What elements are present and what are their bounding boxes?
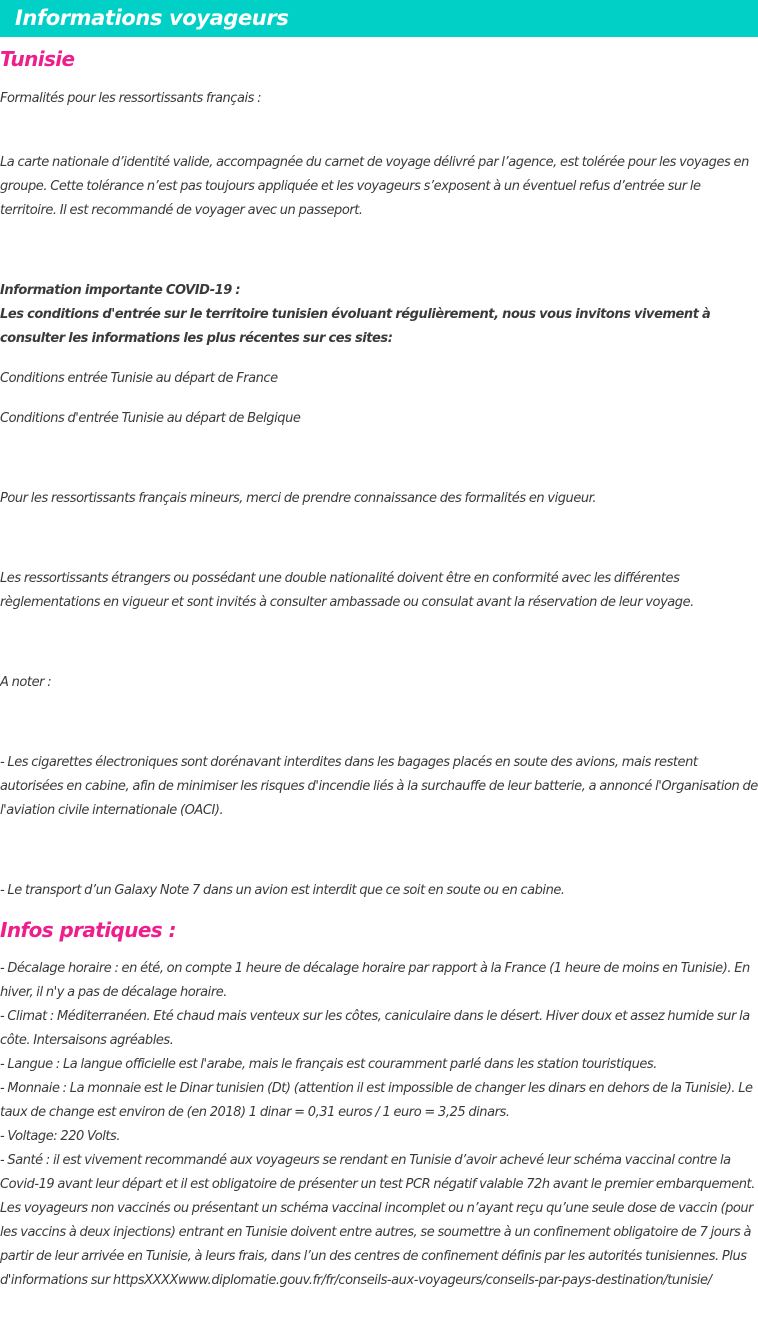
info-climat: - Climat : Méditerranéen. Eté chaud mais venteux sur les côtes, caniculaire dans le désert. Hiver doux et assez humide sur la côte. Intersaisons agréables. (0, 1009, 750, 1048)
formalites-intro: Formalités pour les ressortissants français : (0, 91, 262, 106)
page-title: Informations voyageurs (15, 5, 289, 30)
carte-identite-text: La carte nationale d’identité valide, accompagnée du carnet de voyage délivré par l’agence, est tolérée pour les voyages en groupe. Cette tolérance n’est pas toujours appliquée et les voyageurs s’exposent à un éventuel refus d’entrée sur le territoire. Il est recommandé de voyager avec un passeport. (0, 155, 749, 218)
covid-heading: Information importante COVID-19 : (0, 283, 241, 298)
cigarettes-note: - Les cigarettes électroniques sont dorénavant interdites dans les bagages placés en soute des avions, mais restent autorisées en cabine, afin de minimiser les risques d'incendie liés à la surchauffe de leur batterie, a annoncé l'Organisation de l'aviation civile internationale (OACI). (0, 755, 758, 818)
info-monnaie: - Monnaie : La monnaie est le Dinar tunisien (Dt) (attention il est impossible de changer les dinars en dehors de la Tunisie). Le taux de change est environ de (en 2018) 1 dinar = 0,31 euros / 1 euro = 3,25 dinars. (0, 1081, 753, 1120)
infos-pratiques-list (0, 957, 758, 1293)
info-voltage: - Voltage: 220 Volts. (0, 1129, 121, 1144)
section-title-infos-pratiques: Infos pratiques : (0, 918, 176, 942)
a-noter-label: A noter : (0, 675, 52, 690)
mineurs-text: Pour les ressortissants français mineurs, merci de prendre connaissance des formalités en vigueur. (0, 491, 597, 506)
section-title-tunisie: Tunisie (0, 47, 75, 71)
etrangers-text: Les ressortissants étrangers ou possédant une double nationalité doivent être en conformité avec les différentes règlementations en vigueur et sont invités à consulter ambassade ou consulat avant la réservation de leur voyage. (0, 571, 694, 610)
covid-text: Les conditions d'entrée sur le territoire tunisien évoluant régulièrement, nous vous invitons vivement à consulter les informations les plus récentes sur ces sites: (0, 307, 711, 346)
main-content (0, 47, 758, 1293)
link-conditions-belgique[interactable]: Conditions d'entrée Tunisie au départ de Belgique (0, 411, 301, 426)
header-bar (0, 0, 758, 37)
link-conditions-france[interactable]: Conditions entrée Tunisie au départ de France (0, 371, 278, 386)
info-langue: - Langue : La langue officielle est l'arabe, mais le français est couramment parlé dans les station touristiques. (0, 1057, 657, 1072)
info-sante: - Santé : il est vivement recommandé aux voyageurs se rendant en Tunisie d’avoir achevé leur schéma vaccinal contre la Covid-19 avant leur départ et il est obligatoire de présenter un test PCR négatif valable 72h avant le premier embarquement. Les voyageurs non vaccinés ou présentant un schéma vaccinal incomplet ou n’ayant reçu qu’une seule dose de vaccin (pour les vaccins à deux injections) entrant en Tunisie doivent entre autres, se soumettre à un confinement obligatoire de 7 jours à partir de leur arrivée en Tunisie, à leurs frais, dans l’un des centres de confinement définis par les autorités tunisiennes. Plus d'informations sur httpsXXXXwww.diplomatie.gouv.fr/fr/conseils-aux-voyageurs/conseils-par-pays-destination/tunisie/ (0, 1153, 755, 1288)
info-decalage-horaire: - Décalage horaire : en été, on compte 1 heure de décalage horaire par rapport à la France (1 heure de moins en Tunisie). En hiver, il n'y a pas de décalage horaire. (0, 961, 750, 1000)
galaxy-note: - Le transport d’un Galaxy Note 7 dans un avion est interdit que ce soit en soute ou en cabine. (0, 883, 565, 898)
